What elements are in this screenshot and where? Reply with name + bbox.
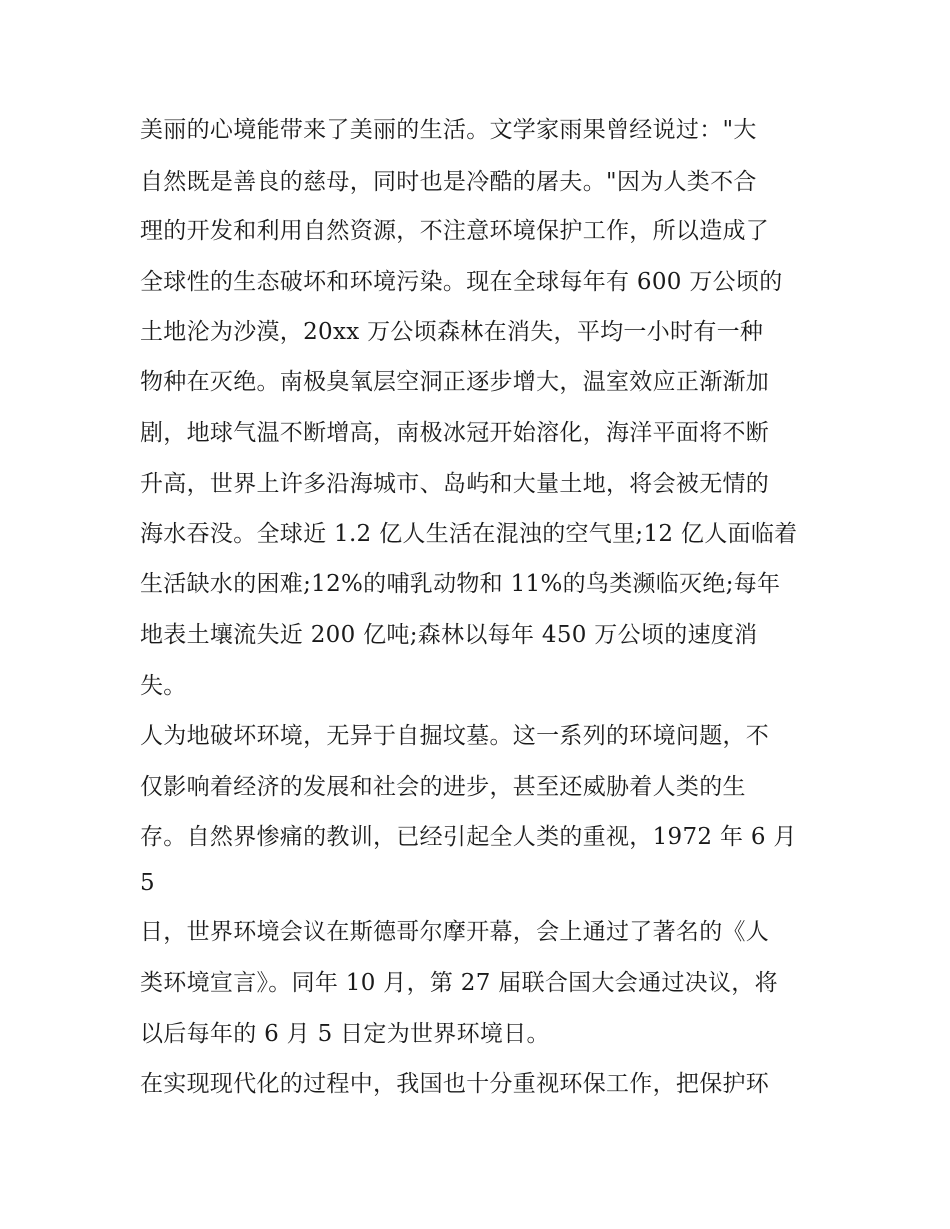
text-line: 自然既是善良的慈母，同时也是冷酷的屠夫。"因为人类不合 xyxy=(140,169,757,195)
text-line: 地表土壤流失近 200 亿吨;森林以每年 450 万公顷的速度消 xyxy=(140,622,758,648)
text-line: 人为地破坏环境，无异于自掘坟墓。这一系列的环境问题，不 xyxy=(140,723,770,749)
text-line: 5 xyxy=(140,870,155,896)
text-line: 物种在灭绝。南极臭氧层空洞正逐步增大，温室效应正渐渐加 xyxy=(140,369,770,395)
text-line: 土地沦为沙漠，20xx 万公顷森林在消失，平均一小时有一种 xyxy=(140,319,764,345)
text-line: 生活缺水的困难;12%的哺乳动物和 11%的鸟类濒临灭绝;每年 xyxy=(140,571,781,597)
text-line: 以后每年的 6 月 5 日定为世界环境日。 xyxy=(140,1021,550,1047)
text-line: 仅影响着经济的发展和社会的进步，甚至还威胁着人类的生 xyxy=(140,774,746,800)
text-line: 类环境宣言》。同年 10 月，第 27 届联合国大会通过决议，将 xyxy=(140,970,778,996)
text-line: 在实现现代化的过程中，我国也十分重视环保工作，把保护环 xyxy=(140,1071,770,1097)
text-line: 美丽的心境能带来了美丽的生活。文学家雨果曾经说过："大 xyxy=(140,117,757,143)
text-line: 全球性的生态破坏和环境污染。现在全球每年有 600 万公顷的 xyxy=(140,269,783,295)
text-line: 剧，地球气温不断增高，南极冰冠开始溶化，海洋平面将不断 xyxy=(140,420,770,446)
text-line: 日，世界环境会议在斯德哥尔摩开幕，会上通过了著名的《人 xyxy=(140,919,770,945)
text-line: 理的开发和利用自然资源，不注意环境保护工作，所以造成了 xyxy=(140,218,770,244)
text-line: 失。 xyxy=(140,673,187,699)
text-line: 升高，世界上许多沿海城市、岛屿和大量土地，将会被无情的 xyxy=(140,471,770,497)
text-line: 存。自然界惨痛的教训，已经引起全人类的重视，1972 年 6 月 xyxy=(140,824,797,850)
text-line: 海水吞没。全球近 1.2 亿人生活在混浊的空气里;12 亿人面临着 xyxy=(140,521,798,547)
